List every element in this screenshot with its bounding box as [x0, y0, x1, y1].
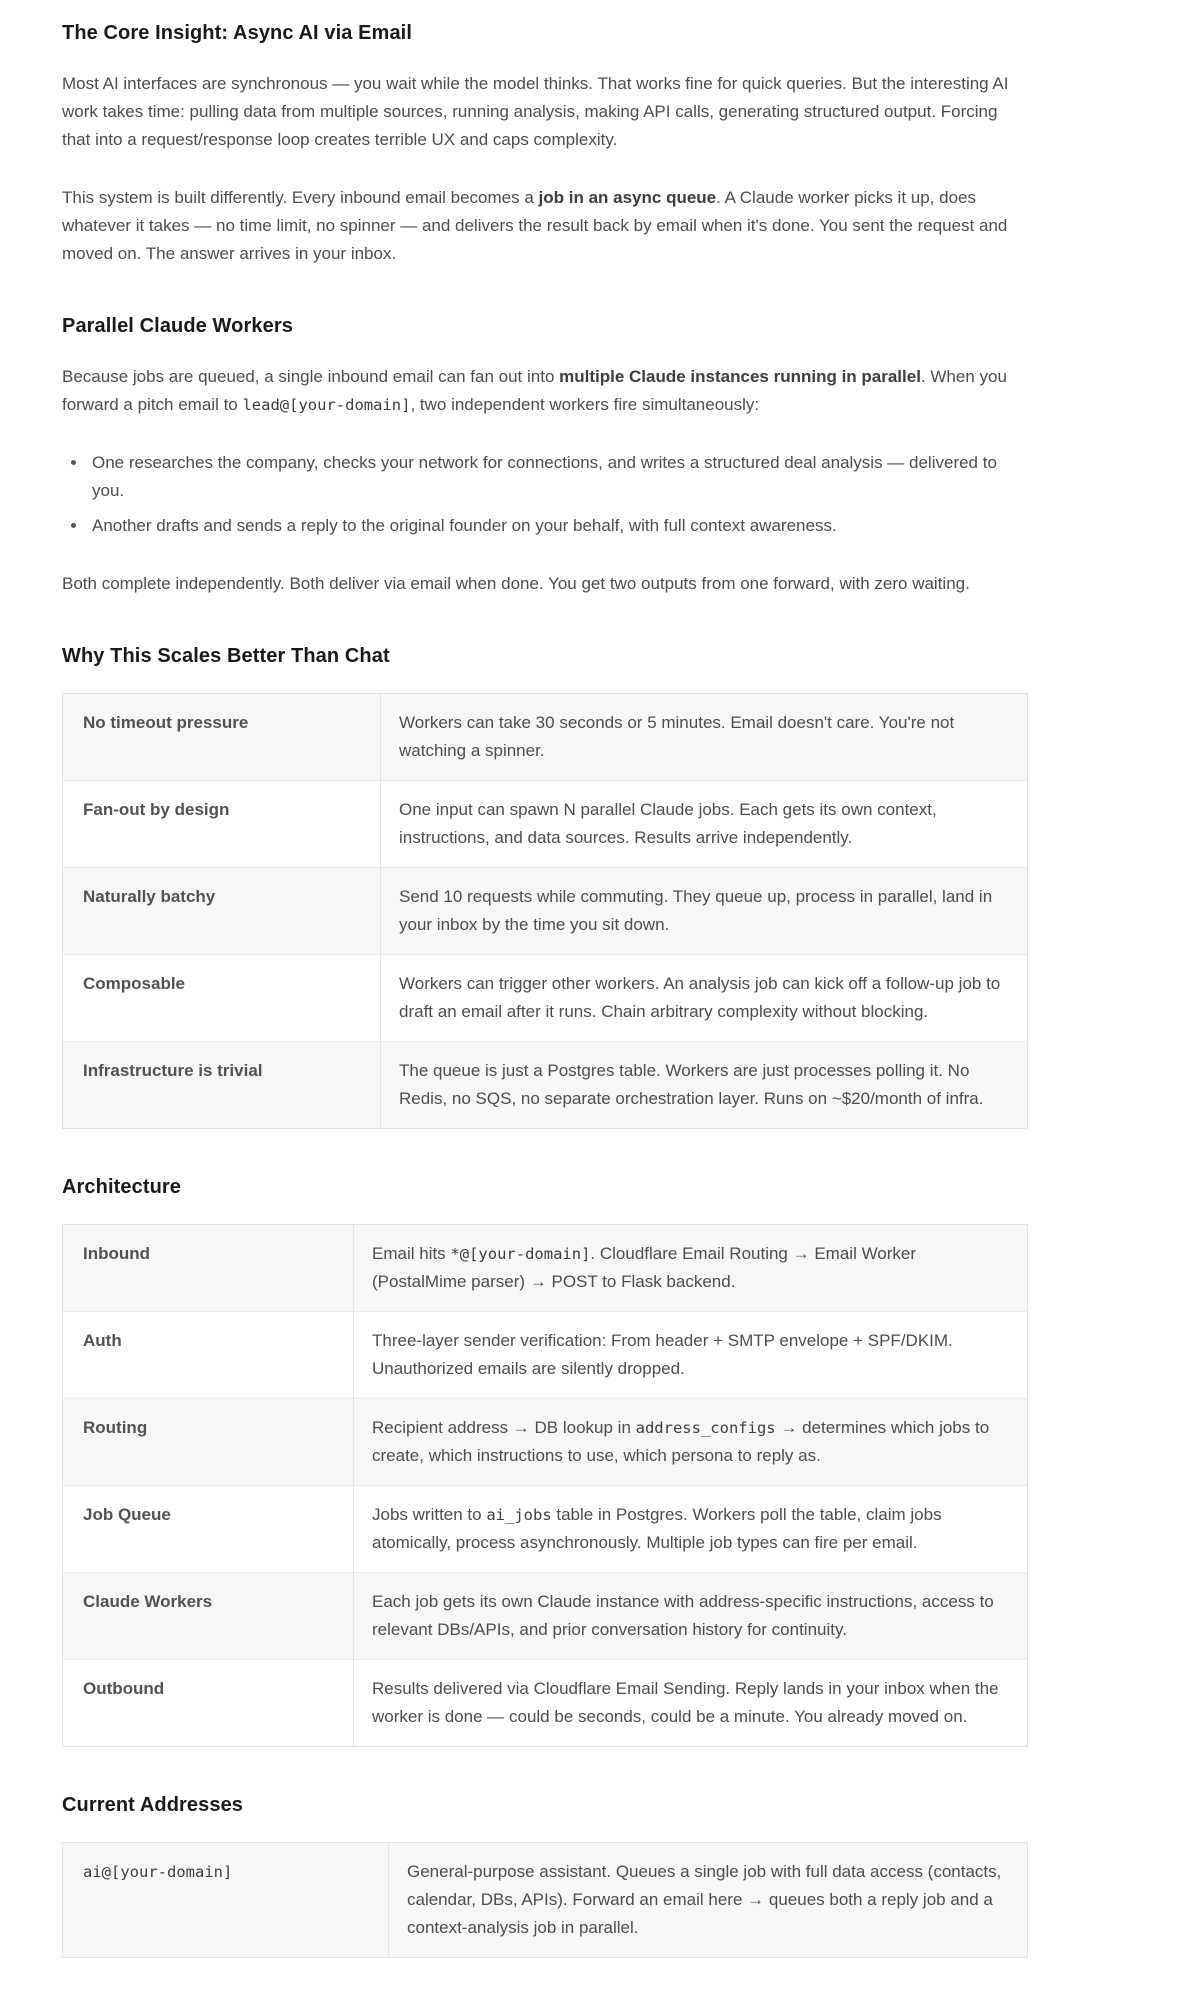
row-label-text: Claude Workers	[83, 1592, 213, 1611]
heading-architecture: Architecture	[62, 1176, 182, 1198]
row-value: Three-layer sender verification: From header + SMTP envelope + SPF/DKIM. Unauthorized emails are silently dropped.	[354, 1312, 1028, 1399]
table-row	[63, 1486, 1028, 1573]
row-label	[63, 955, 381, 1042]
row-label	[63, 1042, 381, 1129]
table-row	[63, 868, 1028, 955]
bold-text: job in an async queue	[538, 188, 717, 207]
table-row	[63, 781, 1028, 868]
table-row	[63, 1573, 1028, 1660]
list-item: • Another drafts and sends a reply to the original founder on your behalf, with full context awareness.	[88, 512, 1028, 540]
table-row	[63, 955, 1028, 1042]
paragraph: Both complete independently. Both deliver via email when done. You get two outputs from one forward, with zero waiting.	[62, 574, 970, 593]
row-label	[63, 1843, 389, 1958]
row-label-text: Fan-out by design	[83, 800, 230, 819]
row-label-text: Infrastructure is trivial	[83, 1061, 263, 1080]
row-value: Recipient address → DB lookup in address_configs → determines which jobs to create, which instructions to use, which persona to reply as.	[354, 1399, 1028, 1486]
row-label-text: Job Queue	[83, 1505, 171, 1524]
row-label-text: No timeout pressure	[83, 713, 249, 732]
row-value: Each job gets its own Claude instance with address-specific instructions, access to relevant DBs/APIs, and prior conversation history for continuity.	[354, 1573, 1028, 1660]
list-item: • One researches the company, checks your network for connections, and writes a structured deal analysis — delivered to you.	[88, 449, 1028, 505]
row-label	[63, 1225, 354, 1312]
bullet-list	[62, 449, 1028, 540]
row-value: Jobs written to ai_jobs table in Postgres. Workers poll the table, claim jobs atomically, process asynchronously. Multiple job types can fire per email.	[354, 1486, 1028, 1573]
table-current-addresses	[62, 1842, 1028, 1958]
section-architecture	[62, 1175, 1028, 1747]
row-value: Send 10 requests while commuting. They queue up, process in parallel, land in your inbox by the time you sit down.	[381, 868, 1028, 955]
row-label	[63, 1660, 354, 1747]
row-value: Workers can trigger other workers. An analysis job can kick off a follow-up job to draft an email after it runs. Chain arbitrary complexity without blocking.	[381, 955, 1028, 1042]
section-core-insight	[62, 21, 1028, 268]
table-row	[63, 1399, 1028, 1486]
row-label	[63, 1486, 354, 1573]
row-label-text: Composable	[83, 974, 186, 993]
table-row	[63, 694, 1028, 781]
section-current-addresses	[62, 1793, 1028, 1958]
heading-core-insight: The Core Insight: Async AI via Email	[62, 22, 412, 44]
table-row	[63, 1312, 1028, 1399]
table-row	[63, 1042, 1028, 1129]
bold-text: multiple Claude instances running in parallel	[559, 367, 921, 386]
table-architecture	[62, 1224, 1028, 1747]
table-why-scales	[62, 693, 1028, 1129]
inline-code: address_configs	[635, 1419, 776, 1437]
row-label	[63, 1312, 354, 1399]
heading-why-scales: Why This Scales Better Than Chat	[62, 645, 390, 667]
row-label-text: Naturally batchy	[83, 887, 216, 906]
row-label-text: Auth	[83, 1331, 122, 1350]
table-row	[63, 1225, 1028, 1312]
table-row	[63, 1660, 1028, 1747]
inline-code: *@[your-domain]	[450, 1245, 591, 1263]
row-value: The queue is just a Postgres table. Workers are just processes polling it. No Redis, no SQS, no separate orchestration layer. Runs on ~$20/month of infra.	[381, 1042, 1028, 1129]
row-value: Results delivered via Cloudflare Email Sending. Reply lands in your inbox when the worker is done — could be seconds, could be a minute. You already moved on.	[354, 1660, 1028, 1747]
row-label	[63, 1399, 354, 1486]
row-label	[63, 868, 381, 955]
table-row	[63, 1843, 1028, 1958]
paragraph: Because jobs are queued, a single inbound email can fan out into multiple Claude instances running in parallel. When you forward a pitch email to lead@[your-domain], two independent workers fire simultaneously:	[62, 367, 1007, 414]
row-value: One input can spawn N parallel Claude jobs. Each gets its own context, instructions, and data sources. Results arrive independently.	[381, 781, 1028, 868]
row-value: General-purpose assistant. Queues a single job with full data access (contacts, calendar, DBs, APIs). Forward an email here → queues both a reply job and a context-analysis job in parallel.	[407, 1862, 1002, 1937]
inline-code: ai_jobs	[486, 1506, 552, 1524]
row-label	[63, 1573, 354, 1660]
heading-current-addresses: Current Addresses	[62, 1794, 244, 1816]
inline-code: ai@[your-domain]	[83, 1863, 233, 1881]
row-label-text: Routing	[83, 1418, 148, 1437]
row-value: Email hits *@[your-domain]. Cloudflare Email Routing → Email Worker (PostalMime parser) → POST to Flask backend.	[372, 1244, 917, 1291]
row-value: Workers can take 30 seconds or 5 minutes. Email doesn't care. You're not watching a spinner.	[399, 713, 955, 760]
row-label-text: Inbound	[83, 1244, 151, 1263]
row-label	[63, 694, 381, 781]
inline-code: lead@[your-domain]	[242, 396, 411, 414]
document	[62, 0, 1028, 1958]
paragraph: Most AI interfaces are synchronous — you wait while the model thinks. That works fine for quick queries. But the interesting AI work takes time: pulling data from multiple sources, running analysis, making API calls, generating structured output. Forcing that into a request/response loop creates terrible UX and caps complexity.	[62, 74, 1009, 149]
section-parallel-workers	[62, 314, 1028, 598]
row-label	[63, 781, 381, 868]
section-why-scales	[62, 644, 1028, 1129]
heading-parallel-workers: Parallel Claude Workers	[62, 315, 293, 337]
paragraph: This system is built differently. Every inbound email becomes a job in an async queue. A Claude worker picks it up, does whatever it takes — no time limit, no spinner — and delivers the result back by email when it's done. You sent the request and moved on. The answer arrives in your inbox.	[62, 188, 1008, 263]
row-label-text: Outbound	[83, 1679, 165, 1698]
